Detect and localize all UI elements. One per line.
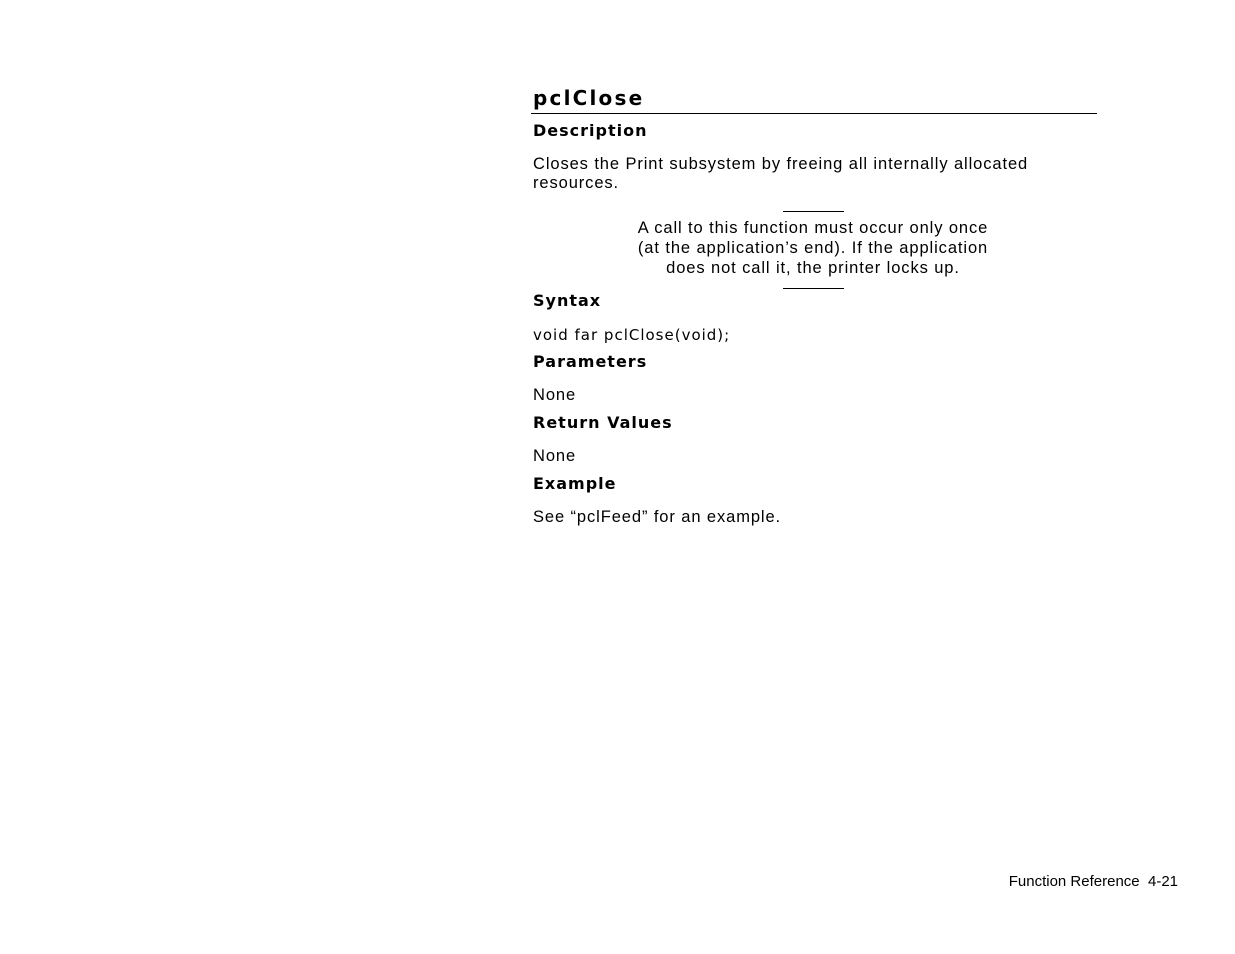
note-bottom-rule [783,288,844,289]
note-top-rule [783,211,844,212]
syntax-heading: Syntax [533,291,602,310]
note-block [593,218,1033,278]
note-line2: (at the application’s end). If the application [637,239,989,257]
example-heading: Example [533,474,617,493]
parameters-text: None [533,386,577,404]
note-line1: A call to this function must occur only once [637,219,989,237]
return-values-text: None [533,447,577,465]
parameters-heading: Parameters [533,352,648,371]
page-footer: Function Reference 4-21 [1008,873,1178,890]
title-rule [531,113,1097,114]
description-text-line2: resources. [533,174,620,192]
description-text-line1: Closes the Print subsystem by freeing all internally allocated [533,155,1029,173]
syntax-code: void far pclClose(void); [533,326,731,344]
function-title: pclClose [533,86,645,110]
note-line3: does not call it, the printer locks up. [666,259,960,277]
return-values-heading: Return Values [533,413,673,432]
example-text: See “pclFeed” for an example. [533,508,782,526]
description-heading: Description [533,121,648,140]
